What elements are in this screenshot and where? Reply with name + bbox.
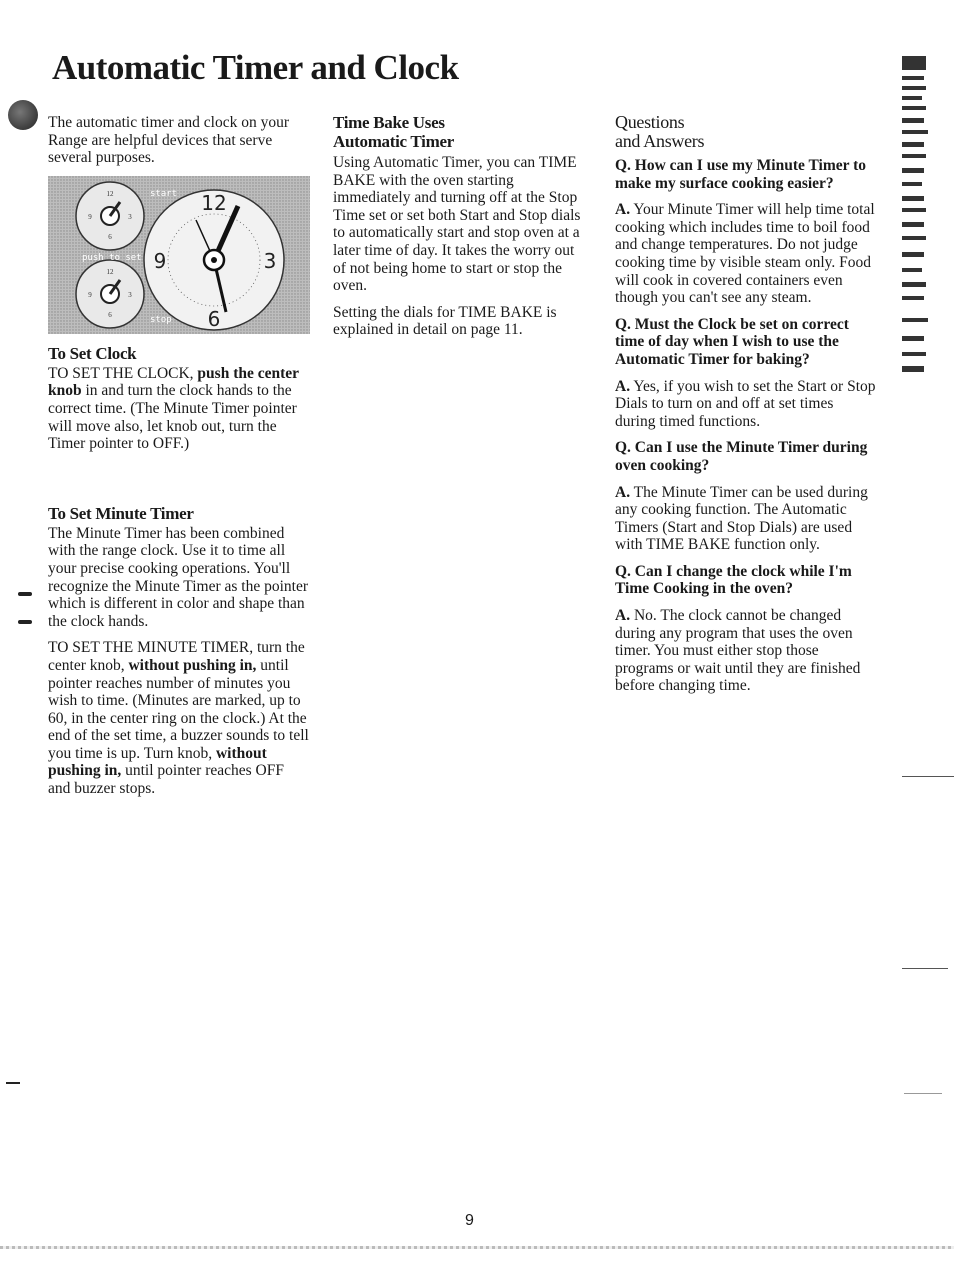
time-bake-paragraph-1: Using Automatic Timer, you can TIME BAKE with the oven starting immediately and turning off at the Stop Time set or set both Start and Stop dials to automatically start and stop oven at a later time of day. It takes the worry out of not being home to start or stop the oven. xyxy=(333,154,581,295)
column-1 xyxy=(48,114,310,807)
push-to-set-label: push to set xyxy=(82,252,142,263)
stop-dial-3: 3 xyxy=(128,290,132,299)
stop-dial-6: 6 xyxy=(108,310,112,319)
time-bake-heading: Time Bake Uses Automatic Timer xyxy=(333,113,454,151)
start-dial-12: 12 xyxy=(106,189,114,198)
page-number: 9 xyxy=(465,1212,474,1229)
bottom-scan-edge xyxy=(0,1246,954,1249)
qa-answer-4: A. No. The clock cannot be changed during any program that uses the oven timer. You must either stop those programs or wait until they are finished before changing time. xyxy=(615,607,861,695)
left-margin-mark-3 xyxy=(6,1082,20,1084)
stop-dial-9: 9 xyxy=(88,290,92,299)
qa-answer-3: A. The Minute Timer can be used during any cooking function. The Automatic Timers (Start and Stop Dials) are used with TIME BAKE function only. xyxy=(615,483,868,554)
start-dial-9: 9 xyxy=(88,212,92,221)
qa-answer-1: A. Your Minute Timer will help time total cooking which includes time to boil food and change temperatures. Do not judge cooking time by visible steam only. Food will cook in covered containers even though you can't see any steam. xyxy=(615,201,875,307)
minute-timer-paragraph-2: TO SET THE MINUTE TIMER, turn the center knob, without pushing in, until pointer reaches number of minutes you wish to time. (Minutes are marked, up to 60, in the center ring on the clock.) At the end of the set time, a buzzer sounds to tell you time is up. Turn knob, without pushing in, until pointer reaches OFF and buzzer stops. xyxy=(48,639,309,798)
binder-hole xyxy=(8,100,38,130)
clock-12: 12 xyxy=(201,190,227,215)
set-clock-paragraph: TO SET THE CLOCK, push the center knob in and turn the clock hands to the correct time. (The Minute Timer pointer will move also, let knob out, turn the Timer pointer to OFF.) xyxy=(48,364,299,453)
qa-question-3: Q. Can I use the Minute Timer during oven cooking? xyxy=(615,439,868,474)
left-margin-mark-2 xyxy=(18,620,32,624)
column-2 xyxy=(333,113,583,348)
column-3 xyxy=(615,113,877,704)
stop-label: stop xyxy=(150,314,172,325)
right-margin-rule-3 xyxy=(904,1093,942,1094)
edge-scan-marks xyxy=(900,56,936,386)
minute-timer-paragraph-1: The Minute Timer has been combined with the range clock. Use it to time all your precise cooking operations. You'll recognize the Minute Timer as the pointer which is different in color and shape than the clock hands. xyxy=(48,524,308,630)
qa-question-2: Q. Must the Clock be set on correct time of day when I wish to use the Automatic Timer for baking? xyxy=(615,315,849,368)
stop-dial-12: 12 xyxy=(106,267,114,276)
left-margin-mark-1 xyxy=(18,592,32,596)
qa-question-1: Q. How can I use my Minute Timer to make my surface cooking easier? xyxy=(615,157,867,192)
clock-timer-illustration xyxy=(48,176,310,334)
start-dial-3: 3 xyxy=(128,212,132,221)
page-title: Automatic Timer and Clock xyxy=(52,48,459,87)
qa-question-4: Q. Can I change the clock while I'm Time Cooking in the oven? xyxy=(615,562,852,598)
set-clock-heading: To Set Clock xyxy=(48,343,137,363)
intro-paragraph: The automatic timer and clock on your Range are helpful devices that serve several purposes. xyxy=(48,114,290,167)
right-margin-rule-1 xyxy=(902,776,954,777)
qa-heading: Questions and Answers xyxy=(615,112,705,151)
qa-answer-2: A. Yes, if you wish to set the Start or Stop Dials to turn on and off at set times during timed functions. xyxy=(615,377,876,430)
clock-6: 6 xyxy=(207,306,221,331)
time-bake-paragraph-2: Setting the dials for TIME BAKE is explained in detail on page 11. xyxy=(333,303,557,339)
clock-9: 9 xyxy=(153,248,167,273)
clock-3: 3 xyxy=(263,248,277,273)
start-label: start xyxy=(150,188,178,199)
set-minute-timer-heading: To Set Minute Timer xyxy=(48,503,194,523)
right-margin-rule-2 xyxy=(902,968,948,969)
start-dial-6: 6 xyxy=(108,232,112,241)
